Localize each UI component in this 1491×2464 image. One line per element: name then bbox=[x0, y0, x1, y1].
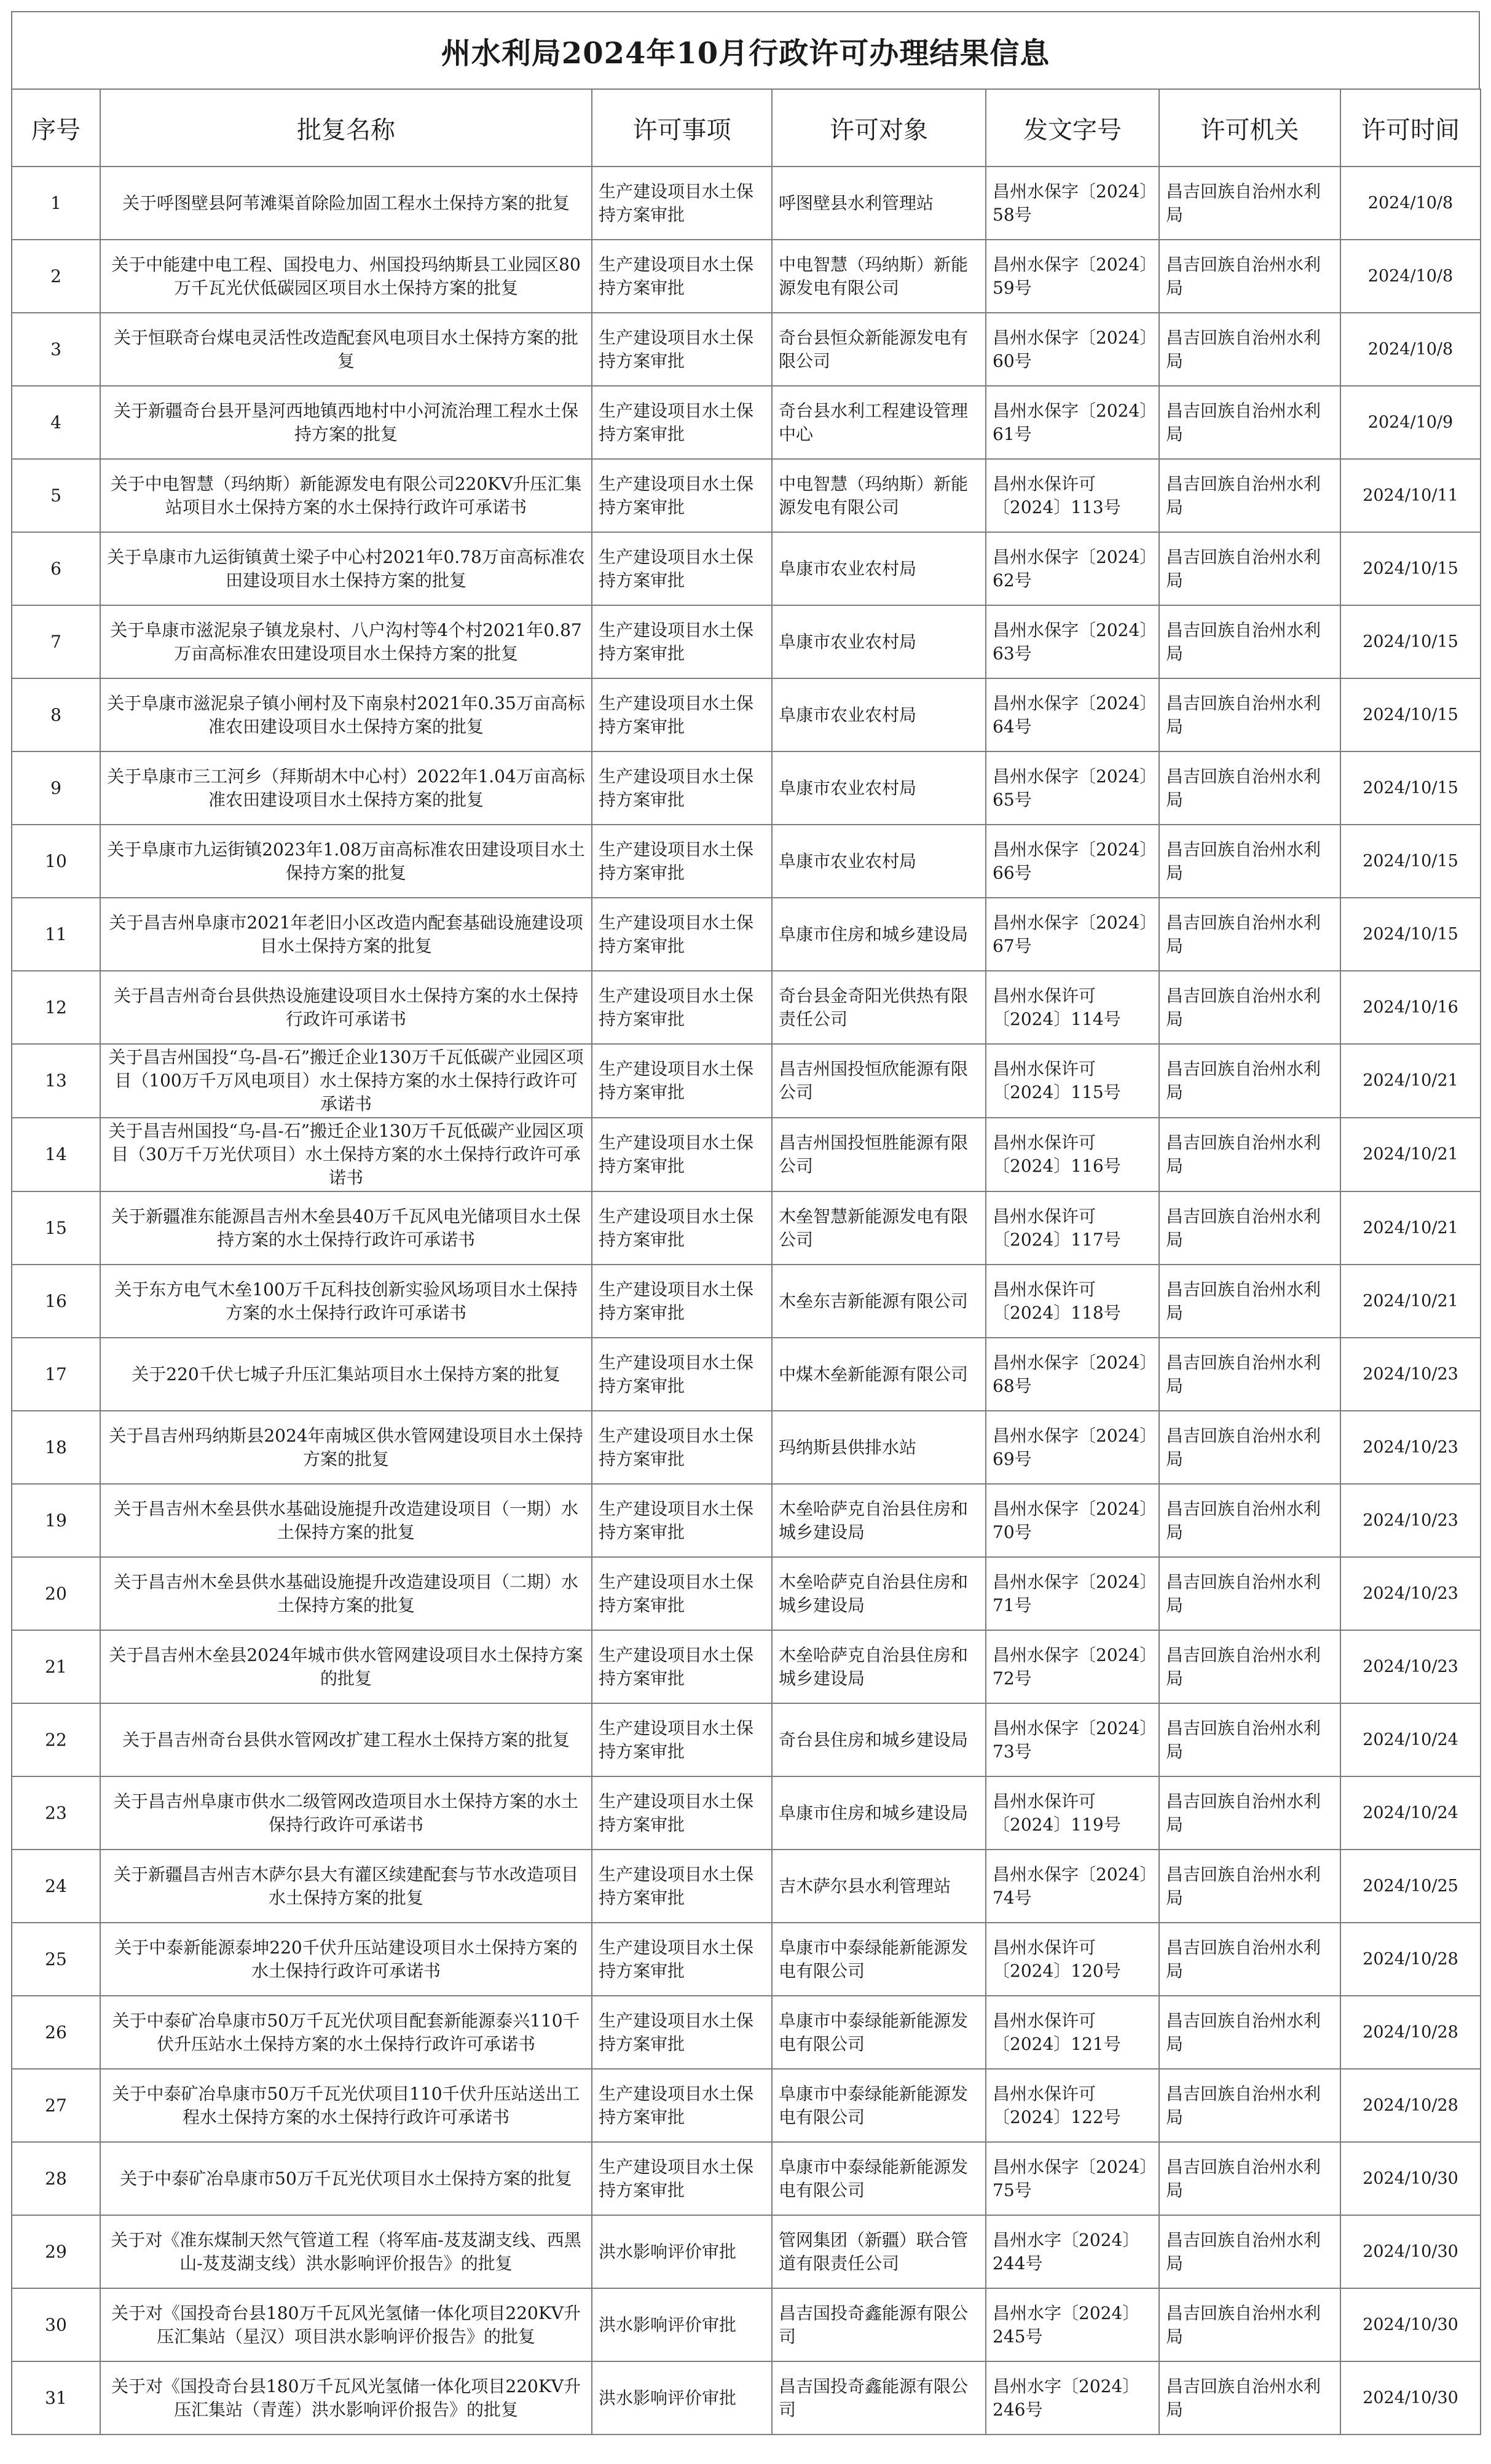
cell-target: 奇台县水利工程建设管理中心 bbox=[772, 386, 986, 459]
table-row bbox=[12, 1118, 1481, 1191]
cell-authority: 昌吉回族自治州水利局 bbox=[1159, 825, 1340, 898]
header-no: 序号 bbox=[12, 89, 100, 167]
table-row bbox=[12, 1338, 1481, 1411]
cell-target: 阜康市农业农村局 bbox=[772, 678, 986, 751]
table-row bbox=[12, 1850, 1481, 1923]
document-title: 州水利局2024年10月行政许可办理结果信息 bbox=[11, 11, 1480, 88]
cell-name: 关于阜康市滋泥泉子镇小闸村及下南泉村2021年0.35万亩高标准农田建设项目水土保持方案的批复 bbox=[100, 678, 592, 751]
cell-name: 关于昌吉州木垒县2024年城市供水管网建设项目水土保持方案的批复 bbox=[100, 1630, 592, 1703]
cell-item: 生产建设项目水土保持方案审批 bbox=[592, 1850, 772, 1923]
cell-target: 阜康市中泰绿能新能源发电有限公司 bbox=[772, 1996, 986, 2069]
cell-target: 阜康市农业农村局 bbox=[772, 751, 986, 825]
document-sheet bbox=[11, 11, 1480, 2435]
table-row bbox=[12, 1044, 1481, 1118]
cell-authority: 昌吉回族自治州水利局 bbox=[1159, 605, 1340, 678]
cell-name: 关于昌吉州阜康市供水二级管网改造项目水土保持方案的水土保持行政许可承诺书 bbox=[100, 1776, 592, 1850]
table-row bbox=[12, 532, 1481, 605]
cell-item: 洪水影响评价审批 bbox=[592, 2288, 772, 2361]
header-row bbox=[12, 89, 1481, 167]
cell-time: 2024/10/24 bbox=[1340, 1776, 1481, 1850]
cell-name: 关于昌吉州木垒县供水基础设施提升改造建设项目（一期）水土保持方案的批复 bbox=[100, 1484, 592, 1557]
cell-authority: 昌吉回族自治州水利局 bbox=[1159, 386, 1340, 459]
cell-item: 生产建设项目水土保持方案审批 bbox=[592, 240, 772, 313]
cell-no: 13 bbox=[12, 1044, 100, 1118]
cell-name: 关于阜康市九运街镇黄土梁子中心村2021年0.78万亩高标准农田建设项目水土保持方案的批复 bbox=[100, 532, 592, 605]
cell-item: 生产建设项目水土保持方案审批 bbox=[592, 1630, 772, 1703]
header-item: 许可事项 bbox=[592, 89, 772, 167]
cell-doc-number: 昌州水保字〔2024〕58号 bbox=[986, 167, 1159, 240]
cell-time: 2024/10/23 bbox=[1340, 1411, 1481, 1484]
cell-target: 吉木萨尔县水利管理站 bbox=[772, 1850, 986, 1923]
cell-no: 2 bbox=[12, 240, 100, 313]
cell-target: 昌吉国投奇鑫能源有限公司 bbox=[772, 2361, 986, 2435]
cell-name: 关于东方电气木垒100万千瓦科技创新实验风场项目水土保持方案的水土保持行政许可承诺书 bbox=[100, 1265, 592, 1338]
cell-item: 洪水影响评价审批 bbox=[592, 2215, 772, 2288]
cell-time: 2024/10/23 bbox=[1340, 1484, 1481, 1557]
cell-name: 关于中泰矿冶阜康市50万千瓦光伏项目水土保持方案的批复 bbox=[100, 2142, 592, 2215]
cell-item: 生产建设项目水土保持方案审批 bbox=[592, 167, 772, 240]
table-row bbox=[12, 1484, 1481, 1557]
cell-authority: 昌吉回族自治州水利局 bbox=[1159, 167, 1340, 240]
cell-name: 关于呼图壁县阿苇滩渠首除险加固工程水土保持方案的批复 bbox=[100, 167, 592, 240]
cell-item: 生产建设项目水土保持方案审批 bbox=[592, 1044, 772, 1118]
cell-doc-number: 昌州水保许可〔2024〕115号 bbox=[986, 1044, 1159, 1118]
cell-authority: 昌吉回族自治州水利局 bbox=[1159, 1484, 1340, 1557]
cell-item: 生产建设项目水土保持方案审批 bbox=[592, 898, 772, 971]
cell-item: 生产建设项目水土保持方案审批 bbox=[592, 1191, 772, 1265]
cell-time: 2024/10/21 bbox=[1340, 1191, 1481, 1265]
cell-item: 生产建设项目水土保持方案审批 bbox=[592, 1776, 772, 1850]
table-row bbox=[12, 898, 1481, 971]
cell-doc-number: 昌州水保字〔2024〕60号 bbox=[986, 313, 1159, 386]
cell-time: 2024/10/11 bbox=[1340, 459, 1481, 532]
cell-no: 1 bbox=[12, 167, 100, 240]
cell-authority: 昌吉回族自治州水利局 bbox=[1159, 1703, 1340, 1776]
cell-target: 奇台县恒众新能源发电有限公司 bbox=[772, 313, 986, 386]
cell-doc-number: 昌州水保字〔2024〕65号 bbox=[986, 751, 1159, 825]
cell-target: 昌吉州国投恒胜能源有限公司 bbox=[772, 1118, 986, 1191]
cell-name: 关于昌吉州木垒县供水基础设施提升改造建设项目（二期）水土保持方案的批复 bbox=[100, 1557, 592, 1630]
cell-time: 2024/10/30 bbox=[1340, 2361, 1481, 2435]
cell-name: 关于阜康市滋泥泉子镇龙泉村、八户沟村等4个村2021年0.87万亩高标准农田建设项目水土保持方案的批复 bbox=[100, 605, 592, 678]
cell-no: 14 bbox=[12, 1118, 100, 1191]
cell-target: 中电智慧（玛纳斯）新能源发电有限公司 bbox=[772, 240, 986, 313]
cell-no: 25 bbox=[12, 1923, 100, 1996]
results-table bbox=[11, 88, 1481, 2435]
cell-doc-number: 昌州水保字〔2024〕69号 bbox=[986, 1411, 1159, 1484]
cell-no: 18 bbox=[12, 1411, 100, 1484]
table-row bbox=[12, 1265, 1481, 1338]
cell-authority: 昌吉回族自治州水利局 bbox=[1159, 240, 1340, 313]
cell-name: 关于新疆准东能源昌吉州木垒县40万千瓦风电光储项目水土保持方案的水土保持行政许可承诺书 bbox=[100, 1191, 592, 1265]
cell-item: 生产建设项目水土保持方案审批 bbox=[592, 1484, 772, 1557]
cell-item: 生产建设项目水土保持方案审批 bbox=[592, 2069, 772, 2142]
cell-time: 2024/10/28 bbox=[1340, 1923, 1481, 1996]
cell-name: 关于中电智慧（玛纳斯）新能源发电有限公司220KV升压汇集站项目水土保持方案的水土保持行政许可承诺书 bbox=[100, 459, 592, 532]
cell-authority: 昌吉回族自治州水利局 bbox=[1159, 459, 1340, 532]
cell-target: 木垒哈萨克自治县住房和城乡建设局 bbox=[772, 1557, 986, 1630]
cell-authority: 昌吉回族自治州水利局 bbox=[1159, 1265, 1340, 1338]
table-row bbox=[12, 2142, 1481, 2215]
cell-item: 洪水影响评价审批 bbox=[592, 2361, 772, 2435]
cell-target: 阜康市农业农村局 bbox=[772, 825, 986, 898]
cell-target: 阜康市住房和城乡建设局 bbox=[772, 1776, 986, 1850]
cell-no: 9 bbox=[12, 751, 100, 825]
cell-time: 2024/10/15 bbox=[1340, 605, 1481, 678]
cell-target: 木垒智慧新能源发电有限公司 bbox=[772, 1191, 986, 1265]
cell-no: 26 bbox=[12, 1996, 100, 2069]
cell-time: 2024/10/30 bbox=[1340, 2215, 1481, 2288]
cell-doc-number: 昌州水保字〔2024〕64号 bbox=[986, 678, 1159, 751]
table-row bbox=[12, 678, 1481, 751]
table-row bbox=[12, 313, 1481, 386]
cell-authority: 昌吉回族自治州水利局 bbox=[1159, 1923, 1340, 1996]
cell-target: 阜康市中泰绿能新能源发电有限公司 bbox=[772, 1923, 986, 1996]
cell-no: 8 bbox=[12, 678, 100, 751]
cell-item: 生产建设项目水土保持方案审批 bbox=[592, 2142, 772, 2215]
cell-no: 4 bbox=[12, 386, 100, 459]
cell-authority: 昌吉回族自治州水利局 bbox=[1159, 1996, 1340, 2069]
cell-name: 关于中能建中电工程、国投电力、州国投玛纳斯县工业园区80万千瓦光伏低碳园区项目水土保持方案的批复 bbox=[100, 240, 592, 313]
cell-name: 关于对《国投奇台县180万千瓦风光氢储一体化项目220KV升压汇集站（星汉）项目洪水影响评价报告》的批复 bbox=[100, 2288, 592, 2361]
cell-doc-number: 昌州水保许可〔2024〕117号 bbox=[986, 1191, 1159, 1265]
table-row bbox=[12, 240, 1481, 313]
cell-time: 2024/10/30 bbox=[1340, 2142, 1481, 2215]
cell-time: 2024/10/23 bbox=[1340, 1630, 1481, 1703]
cell-authority: 昌吉回族自治州水利局 bbox=[1159, 898, 1340, 971]
cell-target: 昌吉国投奇鑫能源有限公司 bbox=[772, 2288, 986, 2361]
cell-name: 关于中泰矿冶阜康市50万千瓦光伏项目配套新能源泰兴110千伏升压站水土保持方案的水土保持行政许可承诺书 bbox=[100, 1996, 592, 2069]
cell-name: 关于对《国投奇台县180万千瓦风光氢储一体化项目220KV升压汇集站（青莲）洪水影响评价报告》的批复 bbox=[100, 2361, 592, 2435]
cell-doc-number: 昌州水保字〔2024〕73号 bbox=[986, 1703, 1159, 1776]
cell-time: 2024/10/15 bbox=[1340, 825, 1481, 898]
cell-time: 2024/10/28 bbox=[1340, 2069, 1481, 2142]
cell-doc-number: 昌州水保许可〔2024〕114号 bbox=[986, 971, 1159, 1044]
table-row bbox=[12, 1923, 1481, 1996]
cell-name: 关于阜康市九运街镇2023年1.08万亩高标准农田建设项目水土保持方案的批复 bbox=[100, 825, 592, 898]
cell-name: 关于昌吉州阜康市2021年老旧小区改造内配套基础设施建设项目水土保持方案的批复 bbox=[100, 898, 592, 971]
cell-authority: 昌吉回族自治州水利局 bbox=[1159, 1191, 1340, 1265]
table-row bbox=[12, 1996, 1481, 2069]
cell-no: 27 bbox=[12, 2069, 100, 2142]
cell-target: 昌吉州国投恒欣能源有限公司 bbox=[772, 1044, 986, 1118]
cell-target: 木垒哈萨克自治县住房和城乡建设局 bbox=[772, 1484, 986, 1557]
cell-no: 30 bbox=[12, 2288, 100, 2361]
cell-time: 2024/10/28 bbox=[1340, 1996, 1481, 2069]
cell-name: 关于昌吉州奇台县供热设施建设项目水土保持方案的水土保持行政许可承诺书 bbox=[100, 971, 592, 1044]
cell-time: 2024/10/15 bbox=[1340, 532, 1481, 605]
cell-authority: 昌吉回族自治州水利局 bbox=[1159, 1411, 1340, 1484]
cell-no: 7 bbox=[12, 605, 100, 678]
cell-target: 呼图壁县水利管理站 bbox=[772, 167, 986, 240]
table-row bbox=[12, 459, 1481, 532]
cell-name: 关于中泰新能源泰坤220千伏升压站建设项目水土保持方案的水土保持行政许可承诺书 bbox=[100, 1923, 592, 1996]
cell-time: 2024/10/21 bbox=[1340, 1265, 1481, 1338]
table-body bbox=[12, 167, 1481, 2435]
cell-target: 阜康市住房和城乡建设局 bbox=[772, 898, 986, 971]
cell-doc-number: 昌州水保字〔2024〕63号 bbox=[986, 605, 1159, 678]
cell-item: 生产建设项目水土保持方案审批 bbox=[592, 1557, 772, 1630]
cell-no: 10 bbox=[12, 825, 100, 898]
cell-time: 2024/10/15 bbox=[1340, 678, 1481, 751]
table-row bbox=[12, 1776, 1481, 1850]
cell-no: 31 bbox=[12, 2361, 100, 2435]
cell-time: 2024/10/23 bbox=[1340, 1338, 1481, 1411]
cell-doc-number: 昌州水保字〔2024〕67号 bbox=[986, 898, 1159, 971]
cell-name: 关于阜康市三工河乡（拜斯胡木中心村）2022年1.04万亩高标准农田建设项目水土保持方案的批复 bbox=[100, 751, 592, 825]
table-row bbox=[12, 2069, 1481, 2142]
cell-no: 6 bbox=[12, 532, 100, 605]
cell-time: 2024/10/9 bbox=[1340, 386, 1481, 459]
table-row bbox=[12, 751, 1481, 825]
cell-item: 生产建设项目水土保持方案审批 bbox=[592, 1703, 772, 1776]
cell-item: 生产建设项目水土保持方案审批 bbox=[592, 532, 772, 605]
cell-authority: 昌吉回族自治州水利局 bbox=[1159, 1338, 1340, 1411]
table-row bbox=[12, 1411, 1481, 1484]
cell-item: 生产建设项目水土保持方案审批 bbox=[592, 1923, 772, 1996]
cell-time: 2024/10/25 bbox=[1340, 1850, 1481, 1923]
cell-doc-number: 昌州水保许可〔2024〕120号 bbox=[986, 1923, 1159, 1996]
cell-no: 5 bbox=[12, 459, 100, 532]
header-time: 许可时间 bbox=[1340, 89, 1481, 167]
cell-authority: 昌吉回族自治州水利局 bbox=[1159, 971, 1340, 1044]
cell-target: 阜康市农业农村局 bbox=[772, 605, 986, 678]
cell-doc-number: 昌州水保许可〔2024〕118号 bbox=[986, 1265, 1159, 1338]
cell-name: 关于昌吉州国投“乌-昌-石”搬迁企业130万千瓦低碳产业园区项目（100万千万风电项目）水土保持方案的水土保持行政许可承诺书 bbox=[100, 1044, 592, 1118]
cell-doc-number: 昌州水保字〔2024〕62号 bbox=[986, 532, 1159, 605]
cell-item: 生产建设项目水土保持方案审批 bbox=[592, 386, 772, 459]
cell-time: 2024/10/24 bbox=[1340, 1703, 1481, 1776]
cell-time: 2024/10/16 bbox=[1340, 971, 1481, 1044]
cell-target: 中电智慧（玛纳斯）新能源发电有限公司 bbox=[772, 459, 986, 532]
cell-doc-number: 昌州水保字〔2024〕59号 bbox=[986, 240, 1159, 313]
cell-item: 生产建设项目水土保持方案审批 bbox=[592, 751, 772, 825]
cell-authority: 昌吉回族自治州水利局 bbox=[1159, 1044, 1340, 1118]
cell-name: 关于220千伏七城子升压汇集站项目水土保持方案的批复 bbox=[100, 1338, 592, 1411]
cell-target: 奇台县金奇阳光供热有限责任公司 bbox=[772, 971, 986, 1044]
table-row bbox=[12, 1191, 1481, 1265]
table-row bbox=[12, 386, 1481, 459]
cell-no: 29 bbox=[12, 2215, 100, 2288]
table-row bbox=[12, 1703, 1481, 1776]
cell-doc-number: 昌州水保许可〔2024〕121号 bbox=[986, 1996, 1159, 2069]
cell-time: 2024/10/8 bbox=[1340, 313, 1481, 386]
cell-time: 2024/10/21 bbox=[1340, 1118, 1481, 1191]
cell-authority: 昌吉回族自治州水利局 bbox=[1159, 2215, 1340, 2288]
cell-target: 中煤木垒新能源有限公司 bbox=[772, 1338, 986, 1411]
cell-target: 木垒哈萨克自治县住房和城乡建设局 bbox=[772, 1630, 986, 1703]
cell-authority: 昌吉回族自治州水利局 bbox=[1159, 751, 1340, 825]
cell-doc-number: 昌州水保许可〔2024〕116号 bbox=[986, 1118, 1159, 1191]
cell-item: 生产建设项目水土保持方案审批 bbox=[592, 1996, 772, 2069]
cell-authority: 昌吉回族自治州水利局 bbox=[1159, 678, 1340, 751]
cell-time: 2024/10/15 bbox=[1340, 751, 1481, 825]
cell-time: 2024/10/8 bbox=[1340, 167, 1481, 240]
cell-name: 关于昌吉州玛纳斯县2024年南城区供水管网建设项目水土保持方案的批复 bbox=[100, 1411, 592, 1484]
cell-no: 21 bbox=[12, 1630, 100, 1703]
cell-authority: 昌吉回族自治州水利局 bbox=[1159, 2361, 1340, 2435]
cell-doc-number: 昌州水字〔2024〕244号 bbox=[986, 2215, 1159, 2288]
cell-no: 11 bbox=[12, 898, 100, 971]
header-target: 许可对象 bbox=[772, 89, 986, 167]
cell-doc-number: 昌州水保许可〔2024〕113号 bbox=[986, 459, 1159, 532]
cell-authority: 昌吉回族自治州水利局 bbox=[1159, 1557, 1340, 1630]
cell-item: 生产建设项目水土保持方案审批 bbox=[592, 605, 772, 678]
table-row bbox=[12, 167, 1481, 240]
cell-time: 2024/10/30 bbox=[1340, 2288, 1481, 2361]
cell-target: 阜康市中泰绿能新能源发电有限公司 bbox=[772, 2142, 986, 2215]
cell-authority: 昌吉回族自治州水利局 bbox=[1159, 2142, 1340, 2215]
cell-name: 关于新疆昌吉州吉木萨尔县大有灌区续建配套与节水改造项目水土保持方案的批复 bbox=[100, 1850, 592, 1923]
table-row bbox=[12, 825, 1481, 898]
cell-item: 生产建设项目水土保持方案审批 bbox=[592, 971, 772, 1044]
cell-item: 生产建设项目水土保持方案审批 bbox=[592, 825, 772, 898]
cell-no: 15 bbox=[12, 1191, 100, 1265]
cell-item: 生产建设项目水土保持方案审批 bbox=[592, 1118, 772, 1191]
cell-name: 关于昌吉州国投“乌-昌-石”搬迁企业130万千瓦低碳产业园区项目（30万千万光伏项目）水土保持方案的水土保持行政许可承诺书 bbox=[100, 1118, 592, 1191]
cell-doc-number: 昌州水保字〔2024〕74号 bbox=[986, 1850, 1159, 1923]
cell-item: 生产建设项目水土保持方案审批 bbox=[592, 459, 772, 532]
cell-no: 20 bbox=[12, 1557, 100, 1630]
cell-doc-number: 昌州水保许可〔2024〕119号 bbox=[986, 1776, 1159, 1850]
table-row bbox=[12, 971, 1481, 1044]
cell-doc-number: 昌州水保字〔2024〕71号 bbox=[986, 1557, 1159, 1630]
cell-no: 17 bbox=[12, 1338, 100, 1411]
cell-doc-number: 昌州水保字〔2024〕75号 bbox=[986, 2142, 1159, 2215]
table-row bbox=[12, 2215, 1481, 2288]
cell-name: 关于中泰矿冶阜康市50万千瓦光伏项目110千伏升压站送出工程水土保持方案的水土保持行政许可承诺书 bbox=[100, 2069, 592, 2142]
cell-target: 木垒东吉新能源有限公司 bbox=[772, 1265, 986, 1338]
table-row bbox=[12, 1630, 1481, 1703]
cell-time: 2024/10/15 bbox=[1340, 898, 1481, 971]
cell-time: 2024/10/8 bbox=[1340, 240, 1481, 313]
header-name: 批复名称 bbox=[100, 89, 592, 167]
cell-item: 生产建设项目水土保持方案审批 bbox=[592, 1338, 772, 1411]
cell-authority: 昌吉回族自治州水利局 bbox=[1159, 1118, 1340, 1191]
cell-target: 阜康市农业农村局 bbox=[772, 532, 986, 605]
cell-authority: 昌吉回族自治州水利局 bbox=[1159, 313, 1340, 386]
cell-target: 玛纳斯县供排水站 bbox=[772, 1411, 986, 1484]
cell-no: 28 bbox=[12, 2142, 100, 2215]
cell-authority: 昌吉回族自治州水利局 bbox=[1159, 2069, 1340, 2142]
cell-item: 生产建设项目水土保持方案审批 bbox=[592, 678, 772, 751]
cell-doc-number: 昌州水保字〔2024〕72号 bbox=[986, 1630, 1159, 1703]
cell-no: 23 bbox=[12, 1776, 100, 1850]
cell-no: 12 bbox=[12, 971, 100, 1044]
cell-target: 奇台县住房和城乡建设局 bbox=[772, 1703, 986, 1776]
cell-no: 3 bbox=[12, 313, 100, 386]
cell-no: 19 bbox=[12, 1484, 100, 1557]
cell-authority: 昌吉回族自治州水利局 bbox=[1159, 1630, 1340, 1703]
cell-doc-number: 昌州水字〔2024〕246号 bbox=[986, 2361, 1159, 2435]
cell-target: 管网集团（新疆）联合管道有限责任公司 bbox=[772, 2215, 986, 2288]
table-row bbox=[12, 2361, 1481, 2435]
table-row bbox=[12, 605, 1481, 678]
cell-name: 关于昌吉州奇台县供水管网改扩建工程水土保持方案的批复 bbox=[100, 1703, 592, 1776]
cell-no: 24 bbox=[12, 1850, 100, 1923]
cell-item: 生产建设项目水土保持方案审批 bbox=[592, 1411, 772, 1484]
cell-doc-number: 昌州水保字〔2024〕66号 bbox=[986, 825, 1159, 898]
cell-doc-number: 昌州水保字〔2024〕61号 bbox=[986, 386, 1159, 459]
table-row bbox=[12, 1557, 1481, 1630]
cell-authority: 昌吉回族自治州水利局 bbox=[1159, 1850, 1340, 1923]
cell-time: 2024/10/21 bbox=[1340, 1044, 1481, 1118]
cell-doc-number: 昌州水保字〔2024〕70号 bbox=[986, 1484, 1159, 1557]
cell-doc-number: 昌州水保许可〔2024〕122号 bbox=[986, 2069, 1159, 2142]
cell-doc-number: 昌州水保字〔2024〕68号 bbox=[986, 1338, 1159, 1411]
cell-authority: 昌吉回族自治州水利局 bbox=[1159, 532, 1340, 605]
header-authority: 许可机关 bbox=[1159, 89, 1340, 167]
cell-authority: 昌吉回族自治州水利局 bbox=[1159, 1776, 1340, 1850]
cell-no: 16 bbox=[12, 1265, 100, 1338]
table-row bbox=[12, 2288, 1481, 2361]
cell-doc-number: 昌州水字〔2024〕245号 bbox=[986, 2288, 1159, 2361]
cell-authority: 昌吉回族自治州水利局 bbox=[1159, 2288, 1340, 2361]
cell-target: 阜康市中泰绿能新能源发电有限公司 bbox=[772, 2069, 986, 2142]
cell-item: 生产建设项目水土保持方案审批 bbox=[592, 1265, 772, 1338]
cell-name: 关于新疆奇台县开垦河西地镇西地村中小河流治理工程水土保持方案的批复 bbox=[100, 386, 592, 459]
cell-name: 关于对《准东煤制天然气管道工程（将军庙-芨芨湖支线、西黑山-芨芨湖支线）洪水影响评价报告》的批复 bbox=[100, 2215, 592, 2288]
cell-time: 2024/10/23 bbox=[1340, 1557, 1481, 1630]
cell-no: 22 bbox=[12, 1703, 100, 1776]
cell-item: 生产建设项目水土保持方案审批 bbox=[592, 313, 772, 386]
cell-name: 关于恒联奇台煤电灵活性改造配套风电项目水土保持方案的批复 bbox=[100, 313, 592, 386]
header-doc-number: 发文字号 bbox=[986, 89, 1159, 167]
